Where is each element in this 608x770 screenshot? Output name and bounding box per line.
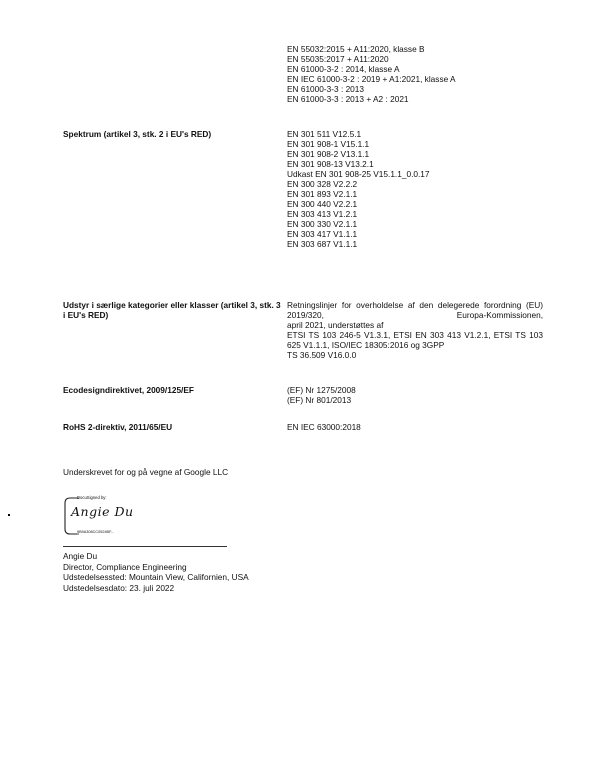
- issue-date: Udstedelsesdato: 23. juli 2022: [63, 582, 175, 593]
- standard-line: EN 61000-3-3 : 2013: [287, 84, 365, 94]
- special-categories-text: [287, 300, 543, 360]
- spectrum-label: Spektrum (artikel 3, stk. 2 i EU's RED): [63, 129, 212, 139]
- standard-line: EN 300 440 V2.2.1: [287, 199, 358, 209]
- standard-line: EN 303 413 V1.2.1: [287, 209, 358, 219]
- docusign-signature-block: [63, 495, 145, 537]
- emc-standards-list: [287, 44, 543, 104]
- signer-name: Angie Du: [63, 551, 98, 561]
- standard-line: EN 55032:2015 + A11:2020, klasse B: [287, 44, 425, 54]
- standard-line: EN 303 687 V1.1.1: [287, 239, 358, 249]
- docusign-header: DocuSigned by:: [77, 495, 107, 500]
- special-text-justified: Retningslinjer for overholdelse af den delegerede forordning (EU) 2019/320, Europa-Kommissionen,: [287, 300, 543, 320]
- ecodesign-label: Ecodesigndirektivet, 2009/125/EF: [63, 385, 194, 395]
- handwritten-signature: Angie Du: [71, 504, 134, 519]
- docusign-envelope-id: 9B9A308CC0524BF...: [77, 530, 115, 534]
- rohs-label: RoHS 2-direktiv, 2011/65/EU: [63, 422, 173, 432]
- ecodesign-standards-list: [287, 385, 543, 405]
- margin-dot: [8, 514, 10, 516]
- standard-line: EN 301 908-13 V13.2.1: [287, 159, 374, 169]
- standard-line: EN 303 417 V1.1.1: [287, 229, 358, 239]
- signer-details: [63, 551, 249, 593]
- standard-line: EN 55035:2017 + A11:2020: [287, 54, 389, 64]
- rohs-standards-list: [287, 422, 543, 432]
- standard-line: (EF) Nr 1275/2008: [287, 385, 356, 395]
- special-text-line: april 2021, understøttes af: [287, 320, 384, 330]
- signature-line: [63, 546, 227, 547]
- standard-line: EN 301 908-2 V13.1.1: [287, 149, 370, 159]
- special-text-rest: ETSI TS 103 246-5 V1.3.1, ETSI EN 303 413 V1.2.1, ETSI TS 103 625 V1.1.1, ISO/IEC 18305:2016 og 3GPP: [287, 330, 543, 350]
- standard-line: EN 301 511 V12.5.1: [287, 129, 362, 139]
- standard-line: EN 301 893 V2.1.1: [287, 189, 358, 199]
- standard-line: (EF) Nr 801/2013: [287, 395, 352, 405]
- signer-title: Director, Compliance Engineering: [63, 561, 187, 572]
- standard-line: EN IEC 63000:2018: [287, 422, 361, 432]
- standard-line: EN 300 330 V2.1.1: [287, 219, 358, 229]
- special-categories-label: Udstyr i særlige kategorier eller klasser (artikel 3, stk. 3 i EU's RED): [63, 300, 281, 320]
- standard-line: EN 61000-3-3 : 2013 + A2 : 2021: [287, 94, 409, 104]
- issue-place: Udstedelsessted: Mountain View, Californien, USA: [63, 572, 249, 582]
- standard-line: EN 61000-3-2 : 2014, klasse A: [287, 64, 400, 74]
- spectrum-standards-list: [287, 129, 543, 249]
- signed-on-behalf-text: Underskrevet for og på vegne af Google LLC: [63, 467, 229, 477]
- standard-line: Udkast EN 301 908-25 V15.1.1_0.0.17: [287, 169, 430, 179]
- standard-line: EN 300 328 V2.2.2: [287, 179, 358, 189]
- standard-line: EN IEC 61000-3-2 : 2019 + A1:2021, klasse A: [287, 74, 456, 84]
- special-text-last: TS 36.509 V16.0.0: [287, 350, 357, 360]
- standard-line: EN 301 908-1 V15.1.1: [287, 139, 370, 149]
